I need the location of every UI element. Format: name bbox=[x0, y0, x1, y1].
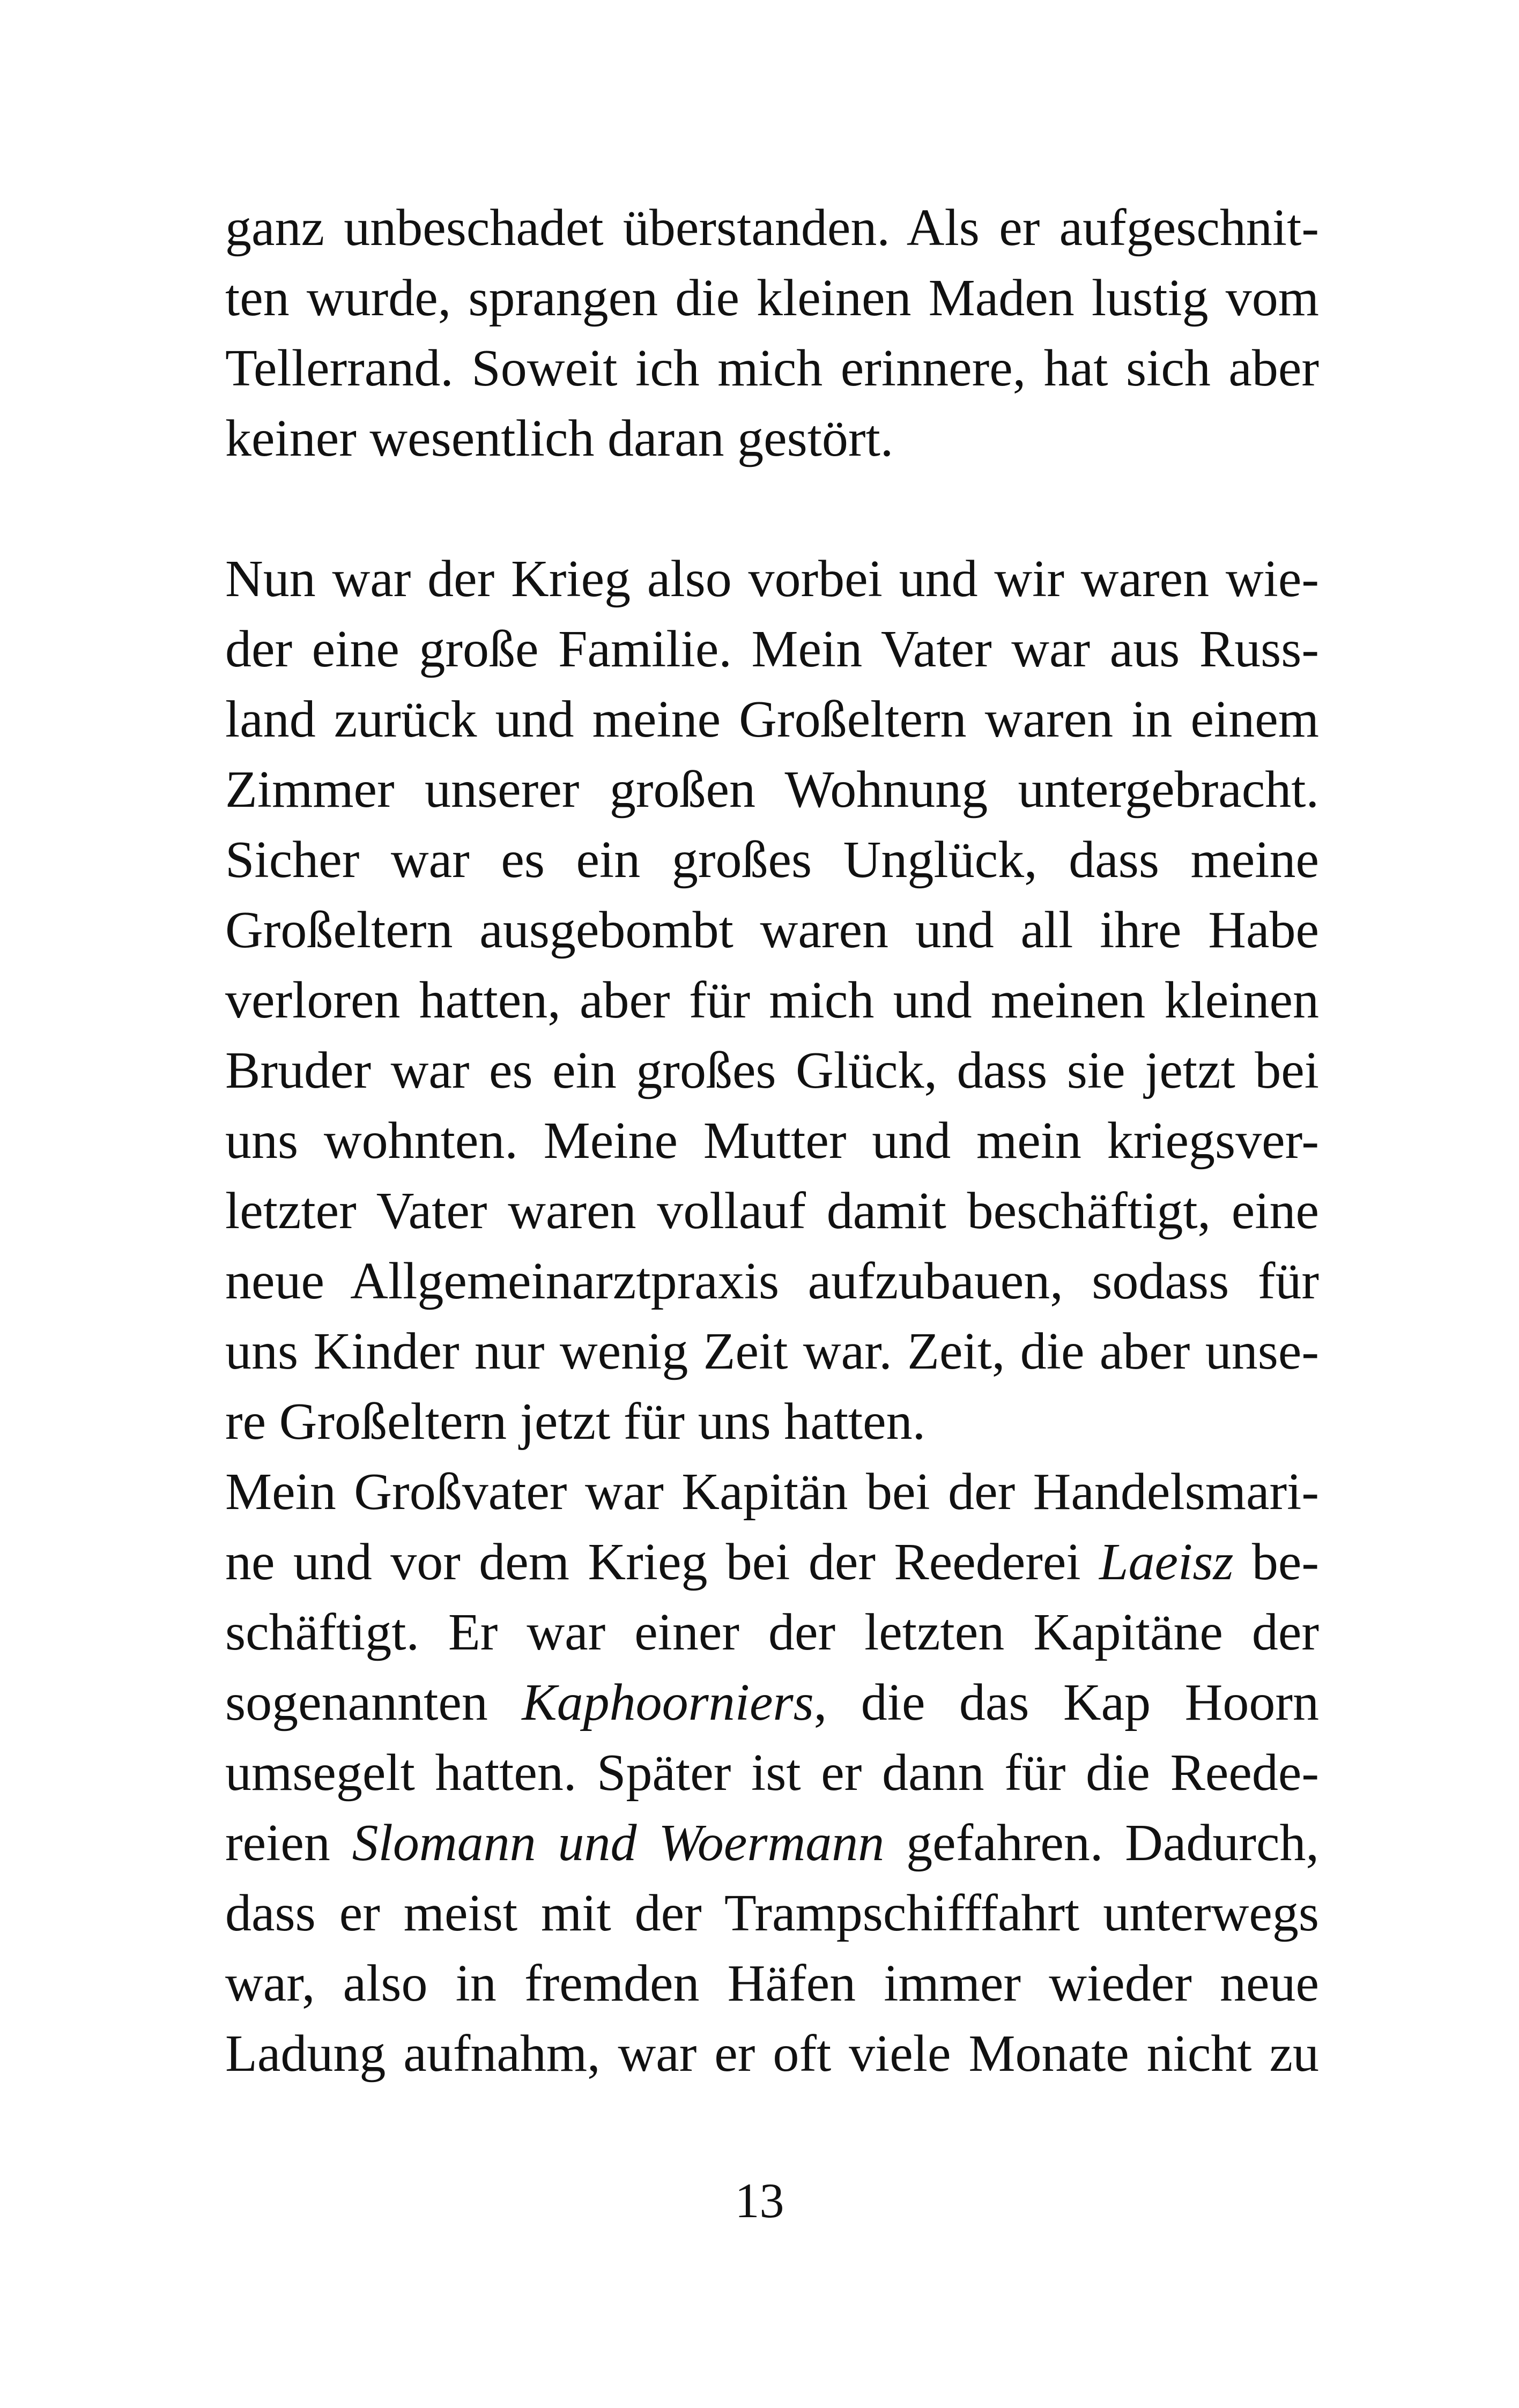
text-segment: uns Kinder nur wenig Zeit war. Zeit, die aber unse- bbox=[225, 1322, 1319, 1380]
text-segment: Mein Großvater war Kapitän bei der Handelsmari- bbox=[225, 1463, 1319, 1521]
text-line bbox=[225, 193, 1319, 263]
text-line bbox=[225, 404, 1319, 474]
text-segment: Großeltern ausgebombt waren und all ihre Habe bbox=[225, 901, 1319, 959]
text-segment: Tellerrand. Soweit ich mich erinnere, hat sich aber bbox=[225, 339, 1319, 397]
text-segment: letzter Vater waren vollauf damit beschäftigt, eine bbox=[225, 1182, 1319, 1240]
text-segment: Bruder war es ein großes Glück, dass sie jetzt bei bbox=[225, 1042, 1319, 1099]
text-segment: , die das Kap Hoorn bbox=[813, 1674, 1319, 1731]
paragraph bbox=[225, 544, 1319, 1457]
text-line bbox=[225, 2019, 1319, 2089]
text-segment: keiner wesentlich daran gestört. bbox=[225, 410, 894, 467]
text-segment: sogenannten bbox=[225, 1674, 522, 1731]
paragraph bbox=[225, 1457, 1319, 2089]
text-segment: Sicher war es ein großes Unglück, dass meine bbox=[225, 831, 1319, 889]
text-segment: neue Allgemeinarztpraxis aufzubauen, sodass für bbox=[225, 1252, 1319, 1310]
text-line bbox=[225, 1738, 1319, 1808]
text-segment: gefahren. Dadurch, bbox=[884, 1814, 1320, 1872]
text-segment: war, also in fremden Häfen immer wieder neue bbox=[225, 1954, 1319, 2012]
text-segment: ne und vor dem Krieg bei der Reederei bbox=[225, 1533, 1099, 1591]
text-line bbox=[225, 1106, 1319, 1176]
text-segment: ganz unbeschadet überstanden. Als er aufgeschnit- bbox=[225, 199, 1319, 257]
text-line bbox=[225, 1808, 1319, 1878]
text-line bbox=[225, 1036, 1319, 1106]
text-segment: ten wurde, sprangen die kleinen Maden lustig vom bbox=[225, 269, 1319, 327]
text-line bbox=[225, 895, 1319, 965]
text-segment: schäftigt. Er war einer der letzten Kapitäne der bbox=[225, 1603, 1319, 1661]
text-line bbox=[225, 263, 1319, 333]
paragraph-spacer bbox=[225, 474, 1319, 544]
page-body bbox=[225, 193, 1319, 2089]
text-segment: Nun war der Krieg also vorbei und wir waren wie- bbox=[225, 550, 1319, 608]
text-line bbox=[225, 965, 1319, 1036]
text-segment: reien bbox=[225, 1814, 352, 1872]
italic-text: Slomann und Woermann bbox=[352, 1814, 885, 1872]
text-line bbox=[225, 544, 1319, 614]
text-segment: re Großeltern jetzt für uns hatten. bbox=[225, 1393, 926, 1451]
text-line bbox=[225, 1246, 1319, 1317]
text-line bbox=[225, 825, 1319, 895]
text-line bbox=[225, 614, 1319, 685]
text-line bbox=[225, 1317, 1319, 1387]
text-segment: Zimmer unserer großen Wohnung untergebracht. bbox=[225, 761, 1319, 819]
text-segment: verloren hatten, aber für mich und meinen kleinen bbox=[225, 971, 1319, 1029]
page-number: 13 bbox=[735, 2173, 784, 2228]
text-line bbox=[225, 1457, 1319, 1527]
text-line bbox=[225, 333, 1319, 404]
text-line bbox=[225, 1527, 1319, 1597]
text-segment: be- bbox=[1233, 1533, 1319, 1591]
text-line bbox=[225, 1597, 1319, 1668]
text-line bbox=[225, 1668, 1319, 1738]
italic-text: Kaphoorniers bbox=[522, 1674, 814, 1731]
text-segment: der eine große Familie. Mein Vater war aus Russ- bbox=[225, 620, 1319, 678]
text-segment: dass er meist mit der Trampschifffahrt unterwegs bbox=[225, 1884, 1319, 1942]
text-line bbox=[225, 1878, 1319, 1949]
text-segment: land zurück und meine Großeltern waren in einem bbox=[225, 690, 1319, 748]
text-segment: uns wohnten. Meine Mutter und mein kriegsver- bbox=[225, 1112, 1319, 1170]
text-line bbox=[225, 685, 1319, 755]
text-segment: umsegelt hatten. Später ist er dann für die Reede- bbox=[225, 1744, 1319, 1802]
text-line bbox=[225, 1387, 1319, 1457]
text-segment: Ladung aufnahm, war er oft viele Monate nicht zu bbox=[225, 2025, 1319, 2083]
text-line bbox=[225, 1949, 1319, 2019]
text-line bbox=[225, 755, 1319, 825]
italic-text: Laeisz bbox=[1099, 1533, 1234, 1591]
text-line bbox=[225, 1176, 1319, 1246]
paragraph bbox=[225, 193, 1319, 474]
